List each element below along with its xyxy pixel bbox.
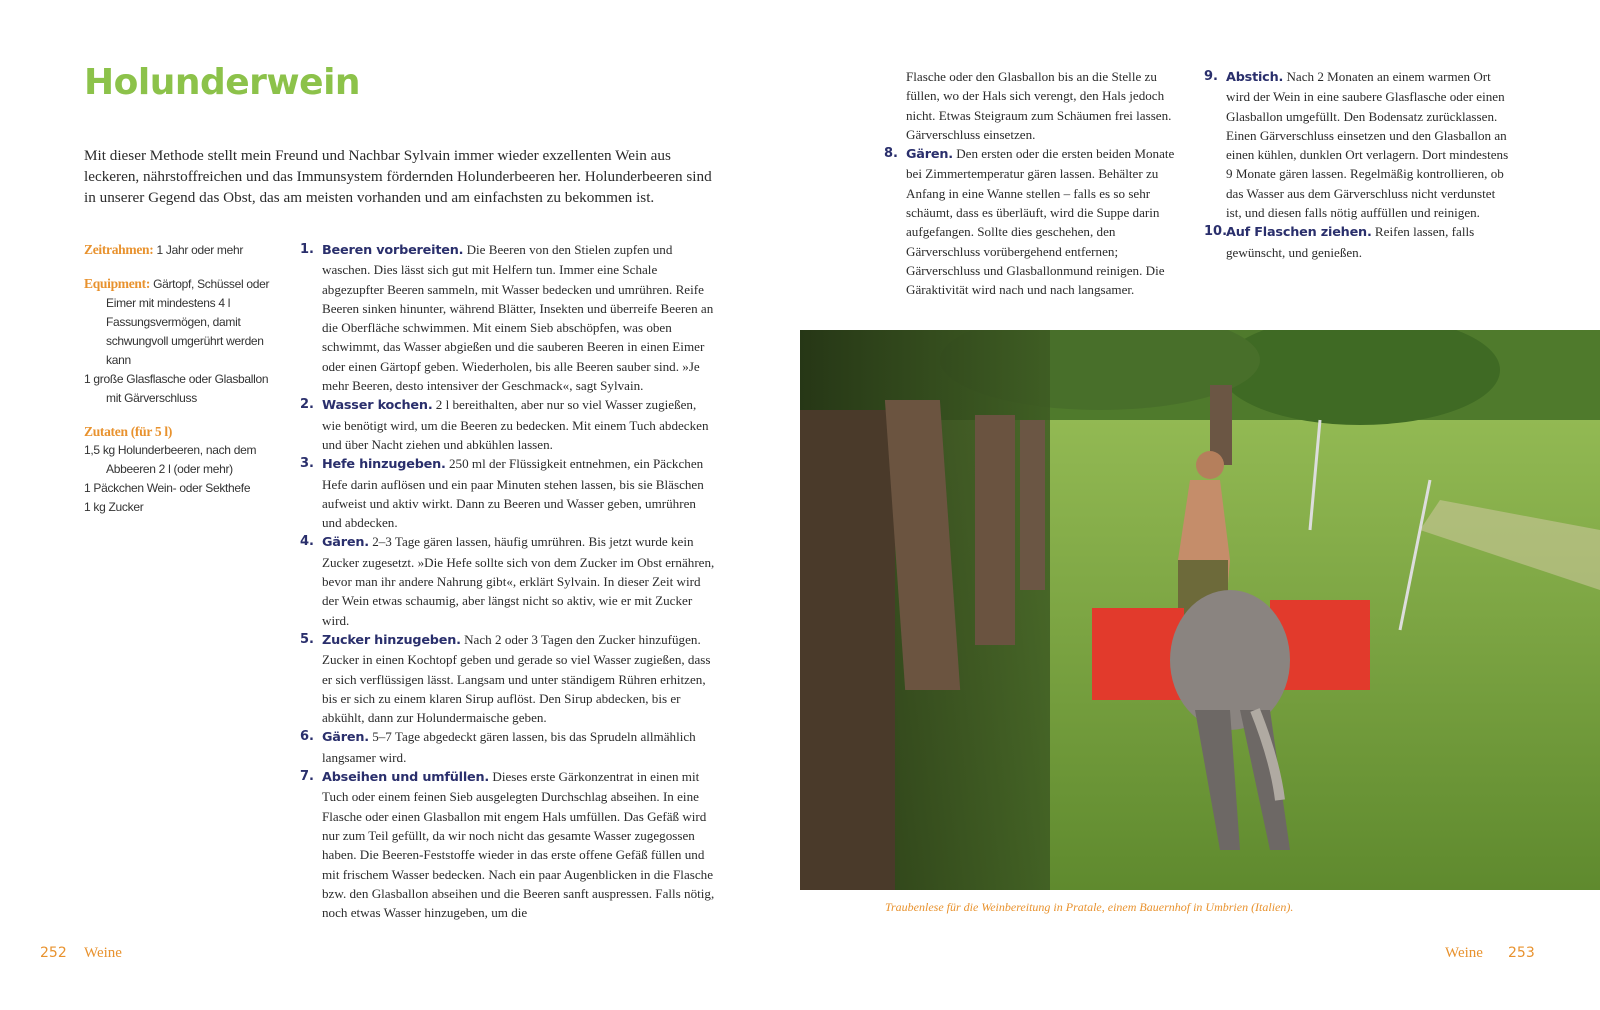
step-heading: Abstich. — [1226, 70, 1284, 85]
step-heading: Auf Flaschen ziehen. — [1226, 225, 1372, 241]
step-heading: Gären. — [906, 147, 953, 163]
step-2 — [300, 395, 718, 454]
equipment-item-2: 1 große Glasflasche oder Glasballon mit Gärverschluss — [84, 372, 269, 405]
step-text: Dieses erste Gärkonzentrat in einen mit Tuch oder einem feinen Sieb ausgelegten Durchschlag abseihen. In eine Flasche oder einen Glasballon mit engem Hals umfüllen. Das Gefäß wird nur zum Teil gefüllt, da wir noch nicht das gesamte Wasser zugegossen haben. Die Beeren-Feststoffe wieder in das erste offene Gefäß füllen und mit frischem Wasser bedecken. Nach ein paar Augenblicken in die Flasche bzw. den Glasballon abseihen und die Beeren sanft auspressen. Falls nötig, noch etwas Wasser hinzugeben, um die — [322, 769, 715, 921]
ingredient-item: 1,5 kg Holunderbeeren, nach dem Abbeeren 2 l (oder mehr) — [84, 443, 257, 476]
step-text: Reifen lassen, falls gewünscht, und genießen. — [1226, 224, 1475, 260]
step-number: 10. — [1204, 224, 1228, 240]
photo-man-head — [1196, 451, 1224, 479]
step-text: Nach 2 oder 3 Tagen den Zucker hinzufügen. Zucker in einen Kochtopf geben und gerade so viel Wasser zugießen, dass er sich verflüssigen lässt. Langsam und unter ständigem Rühren erhitzen, bis er sich zu einem klaren Sirup auflöst. Den Sirup abdecken, bis er abkühlt, dann zur Holundermaische geben. — [322, 631, 711, 726]
time-value: 1 Jahr oder mehr — [156, 243, 244, 257]
step-number: 6. — [300, 729, 314, 745]
step-number: 4. — [300, 534, 314, 550]
step-heading: Beeren vorbereiten. — [322, 243, 464, 258]
photo-crate-left — [1092, 608, 1184, 700]
page-number-right: 253 — [1508, 945, 1535, 961]
step-number: 2. — [300, 397, 314, 413]
equipment-block — [84, 274, 284, 408]
vineyard-donkey-photo — [800, 330, 1600, 890]
time-block — [84, 240, 284, 260]
step-heading: Gären. — [322, 730, 369, 746]
step-heading: Abseihen und umfüllen. — [322, 770, 490, 786]
steps-column-right-2 — [1204, 67, 1512, 262]
step-1 — [300, 240, 718, 395]
step-text: 5–7 Tage abgedeckt gären lassen, bis das Sprudeln allmählich langsamer wird. — [322, 729, 696, 765]
step-8 — [884, 144, 1189, 299]
step-6 — [300, 727, 718, 767]
step-number: 8. — [884, 146, 898, 162]
step-number: 5. — [300, 631, 314, 647]
step-7-continued: Flasche oder den Glasballon bis an die Stelle zu füllen, wo der Hals sich verengt, den Hals jedoch nicht. Etwas Steigraum zum Schäumen frei lassen. Gärverschluss einsetzen. — [906, 69, 1172, 142]
photo-vine-post — [1020, 420, 1045, 590]
step-number: 7. — [300, 769, 314, 785]
right-page — [800, 0, 1600, 1010]
photo-donkey-body — [1170, 590, 1290, 730]
step-number: 1. — [300, 242, 314, 257]
equipment-item-1: Gärtopf, Schüssel oder Eimer mit mindestens 4 l Fassungsvermögen, damit schwungvoll umgerührt werden kann — [106, 277, 270, 367]
step-10 — [1204, 222, 1512, 262]
photo-vine-post — [800, 410, 895, 890]
step-text: 2–3 Tage gären lassen, häufig umrühren. Bis jetzt wurde kein Zucker zugesetzt. »Die Hefe sollte sich von dem Zucker im Obst ernähren, bevor man ihr andere Nahrung gibt«, erklärt Sylvain. In dieser Zeit wird der Wein etwas schaumig, aber längst nicht so aktiv, wie er mit Zucker wird. — [322, 534, 715, 628]
page-number-left: 252 — [40, 945, 67, 961]
recipe-title: Holunderwein — [84, 62, 361, 103]
equipment-line-1 — [84, 274, 284, 370]
step-text: Nach 2 Monaten an einem warmen Ort wird der Wein in eine saubere Glasflasche oder einen Glasballon umgefüllt. Den Bodensatz zurücklassen. Einen Gärverschluss einsetzen und den Glasballon an einen kühlen, dunklen Ort verlagern. Dort mindestens 9 Monate gären lassen. Regelmäßig kontrollieren, ob das Wasser aus dem Gärverschluss nicht verdunstet ist, und diesen falls nötig auffüllen und reinigen. — [1226, 69, 1509, 221]
step-7 — [300, 767, 718, 922]
step-4 — [300, 532, 718, 629]
ingredient-item: 1 Päckchen Wein- oder Sekthefe — [84, 481, 251, 495]
step-heading: Hefe hinzugeben. — [322, 457, 446, 473]
step-text: 250 ml der Flüssigkeit entnehmen, ein Päckchen Hefe darin auflösen und ein paar Minuten stehen lassen, bis sie Bläschen aufweist und aktiv wirkt. Dann zu Beeren und Wasser geben, umrühren und abdecken. — [322, 456, 704, 531]
step-5 — [300, 630, 718, 727]
steps-column-right-1 — [884, 67, 1189, 300]
section-label-left: Weine — [84, 945, 122, 961]
step-heading: Wasser kochen. — [322, 398, 433, 414]
equipment-label: Equipment: — [84, 276, 151, 291]
time-label: Zeitrahmen: — [84, 242, 154, 257]
section-label-right: Weine — [1445, 945, 1483, 961]
step-number: 9. — [1204, 69, 1218, 84]
step-text: Die Beeren von den Stielen zupfen und waschen. Dies lässt sich gut mit Helfern tun. Immer eine Schale abgezupfter Beeren sammeln, mit Wasser bedecken und umrühren. Reife Beeren sinken hinunter, während Blätter, Insekten und überreife Beeren an die Oberfläche schwimmen. Mit einem Sieb abschöpfen, was oben schwimmt, das Wasser abgießen und die sauberen Beeren in einen Eimer oder einen Gärtopf geben. Wiederholen, bis alle Beeren sauber sind. »Je mehr Beeren, desto intensiver der Geschmack«, sagt Sylvain. — [322, 242, 714, 394]
photo-vine-post — [975, 415, 1015, 645]
step-heading: Zucker hinzugeben. — [322, 632, 461, 648]
step-text: Den ersten oder die ersten beiden Monate bei Zimmertemperatur gären lassen. Behälter zu Anfang in eine Wanne stellen – falls es so sehr schäumt, dass es überläuft, wird die Suppe darin aufgefangen. Sollte dies geschehen, den Gärverschluss vorübergehend entfernen; Gärverschluss und Glasballonmund reinigen. Die Gäraktivität wird nach und nach langsamer. — [906, 146, 1175, 298]
steps-column-left — [300, 240, 718, 922]
ingredient-item: 1 kg Zucker — [84, 500, 144, 514]
step-3 — [300, 454, 718, 532]
recipe-sidebar — [84, 240, 284, 531]
step-number: 3. — [300, 456, 314, 472]
step-9 — [1204, 67, 1512, 222]
intro-paragraph: Mit dieser Methode stellt mein Freund und Nachbar Sylvain immer wieder exzellenten Wein aus leckeren, nährstoffreichen und das Immunsystem fördernden Holunderbeeren her. Holunderbeeren sind in unserer Gegend das Obst, das am meisten vorhanden und am einfachsten zu bekommen ist. — [84, 147, 712, 206]
step-heading: Gären. — [322, 535, 369, 551]
step-text: 2 l bereithalten, aber nur so viel Wasser zugießen, wie benötigt wird, um die Beeren zu bedecken. Mit einem Tuch abdecken und über Nacht ziehen und abkühlen lassen. — [322, 397, 709, 452]
ingredients-label: Zutaten (für 5 l) — [84, 424, 173, 439]
ingredients-block — [84, 422, 284, 517]
photo-caption: Traubenlese für die Weinbereitung in Pratale, einem Bauernhof in Umbrien (Italien). — [885, 900, 1294, 914]
